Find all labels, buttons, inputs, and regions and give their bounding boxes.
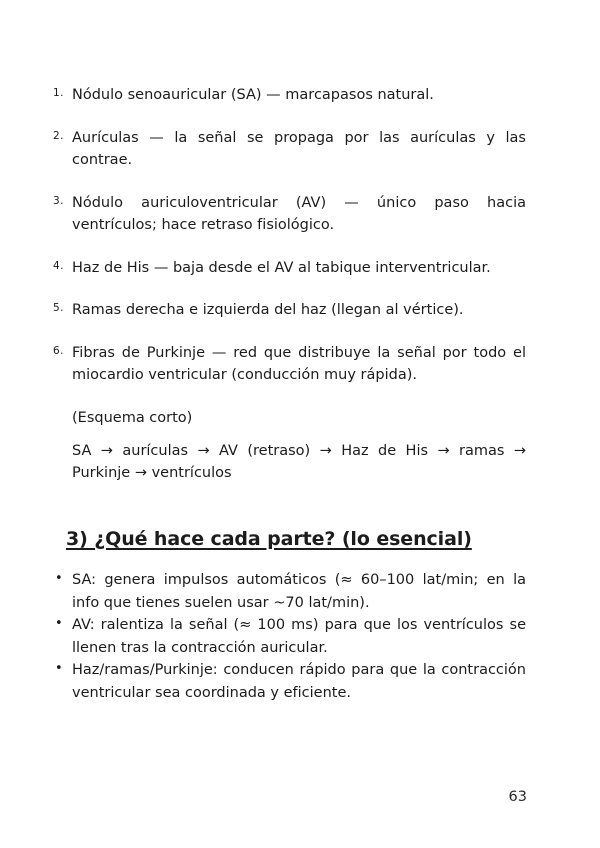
bullet-marker: •	[55, 661, 63, 676]
list-item-text: Fibras de Purkinje — red que distribuye la señal por todo el miocardio ventricular (conducción muy rápida).	[72, 344, 526, 383]
list-item-text: Aurículas — la señal se propaga por las aurículas y las contrae.	[72, 129, 526, 168]
bullet-marker: •	[55, 616, 63, 631]
schema-flow: SA → aurículas → AV (retraso) → Haz de His → ramas → Purkinje → ventrículos	[72, 442, 526, 481]
list-item-marker: 1.	[53, 87, 65, 99]
page-content	[53, 84, 526, 704]
list-item-marker: 2.	[53, 129, 65, 142]
bullet-item	[55, 614, 526, 659]
schema-label: (Esquema corto)	[72, 409, 193, 426]
bullet-list	[55, 569, 526, 704]
bullet-item	[55, 659, 526, 704]
list-item-text: Nódulo senoauricular (SA) — marcapasos natural.	[72, 87, 434, 103]
numbered-list	[53, 84, 526, 387]
list-item	[53, 192, 526, 237]
list-item-text: Ramas derecha e izquierda del haz (llegan al vértice).	[72, 302, 464, 318]
bullet-marker: •	[55, 571, 63, 586]
list-item	[53, 299, 526, 322]
list-item	[53, 127, 526, 172]
bullet-text: SA: genera impulsos automáticos (≈ 60–100 lat/min; en la info que tienes suelen usar ~70 lat/min).	[72, 572, 526, 611]
list-item-marker: 6.	[53, 344, 65, 357]
list-item-marker: 5.	[53, 302, 65, 314]
section-heading-text: 3) ¿Qué hace cada parte? (lo esencial)	[66, 527, 472, 550]
list-item-marker: 3.	[53, 194, 65, 207]
bullet-text: AV: ralentiza la señal (≈ 100 ms) para que los ventrículos se llenen tras la contracción auricular.	[72, 617, 526, 656]
list-item-text: Haz de His — baja desde el AV al tabique interventricular.	[72, 259, 491, 276]
bullet-item	[55, 569, 526, 614]
list-item-marker: 4.	[53, 259, 65, 272]
list-item-text: Nódulo auriculoventricular (AV) — único paso hacia ventrículos; hace retraso fisiológico.	[72, 194, 526, 233]
bullet-text: Haz/ramas/Purkinje: conducen rápido para que la contracción ventricular sea coordinada y eficiente.	[72, 662, 526, 701]
list-item	[53, 257, 526, 280]
list-item	[53, 342, 526, 387]
list-item	[53, 84, 526, 107]
section-heading	[66, 524, 526, 554]
page-number: 63	[508, 789, 527, 805]
